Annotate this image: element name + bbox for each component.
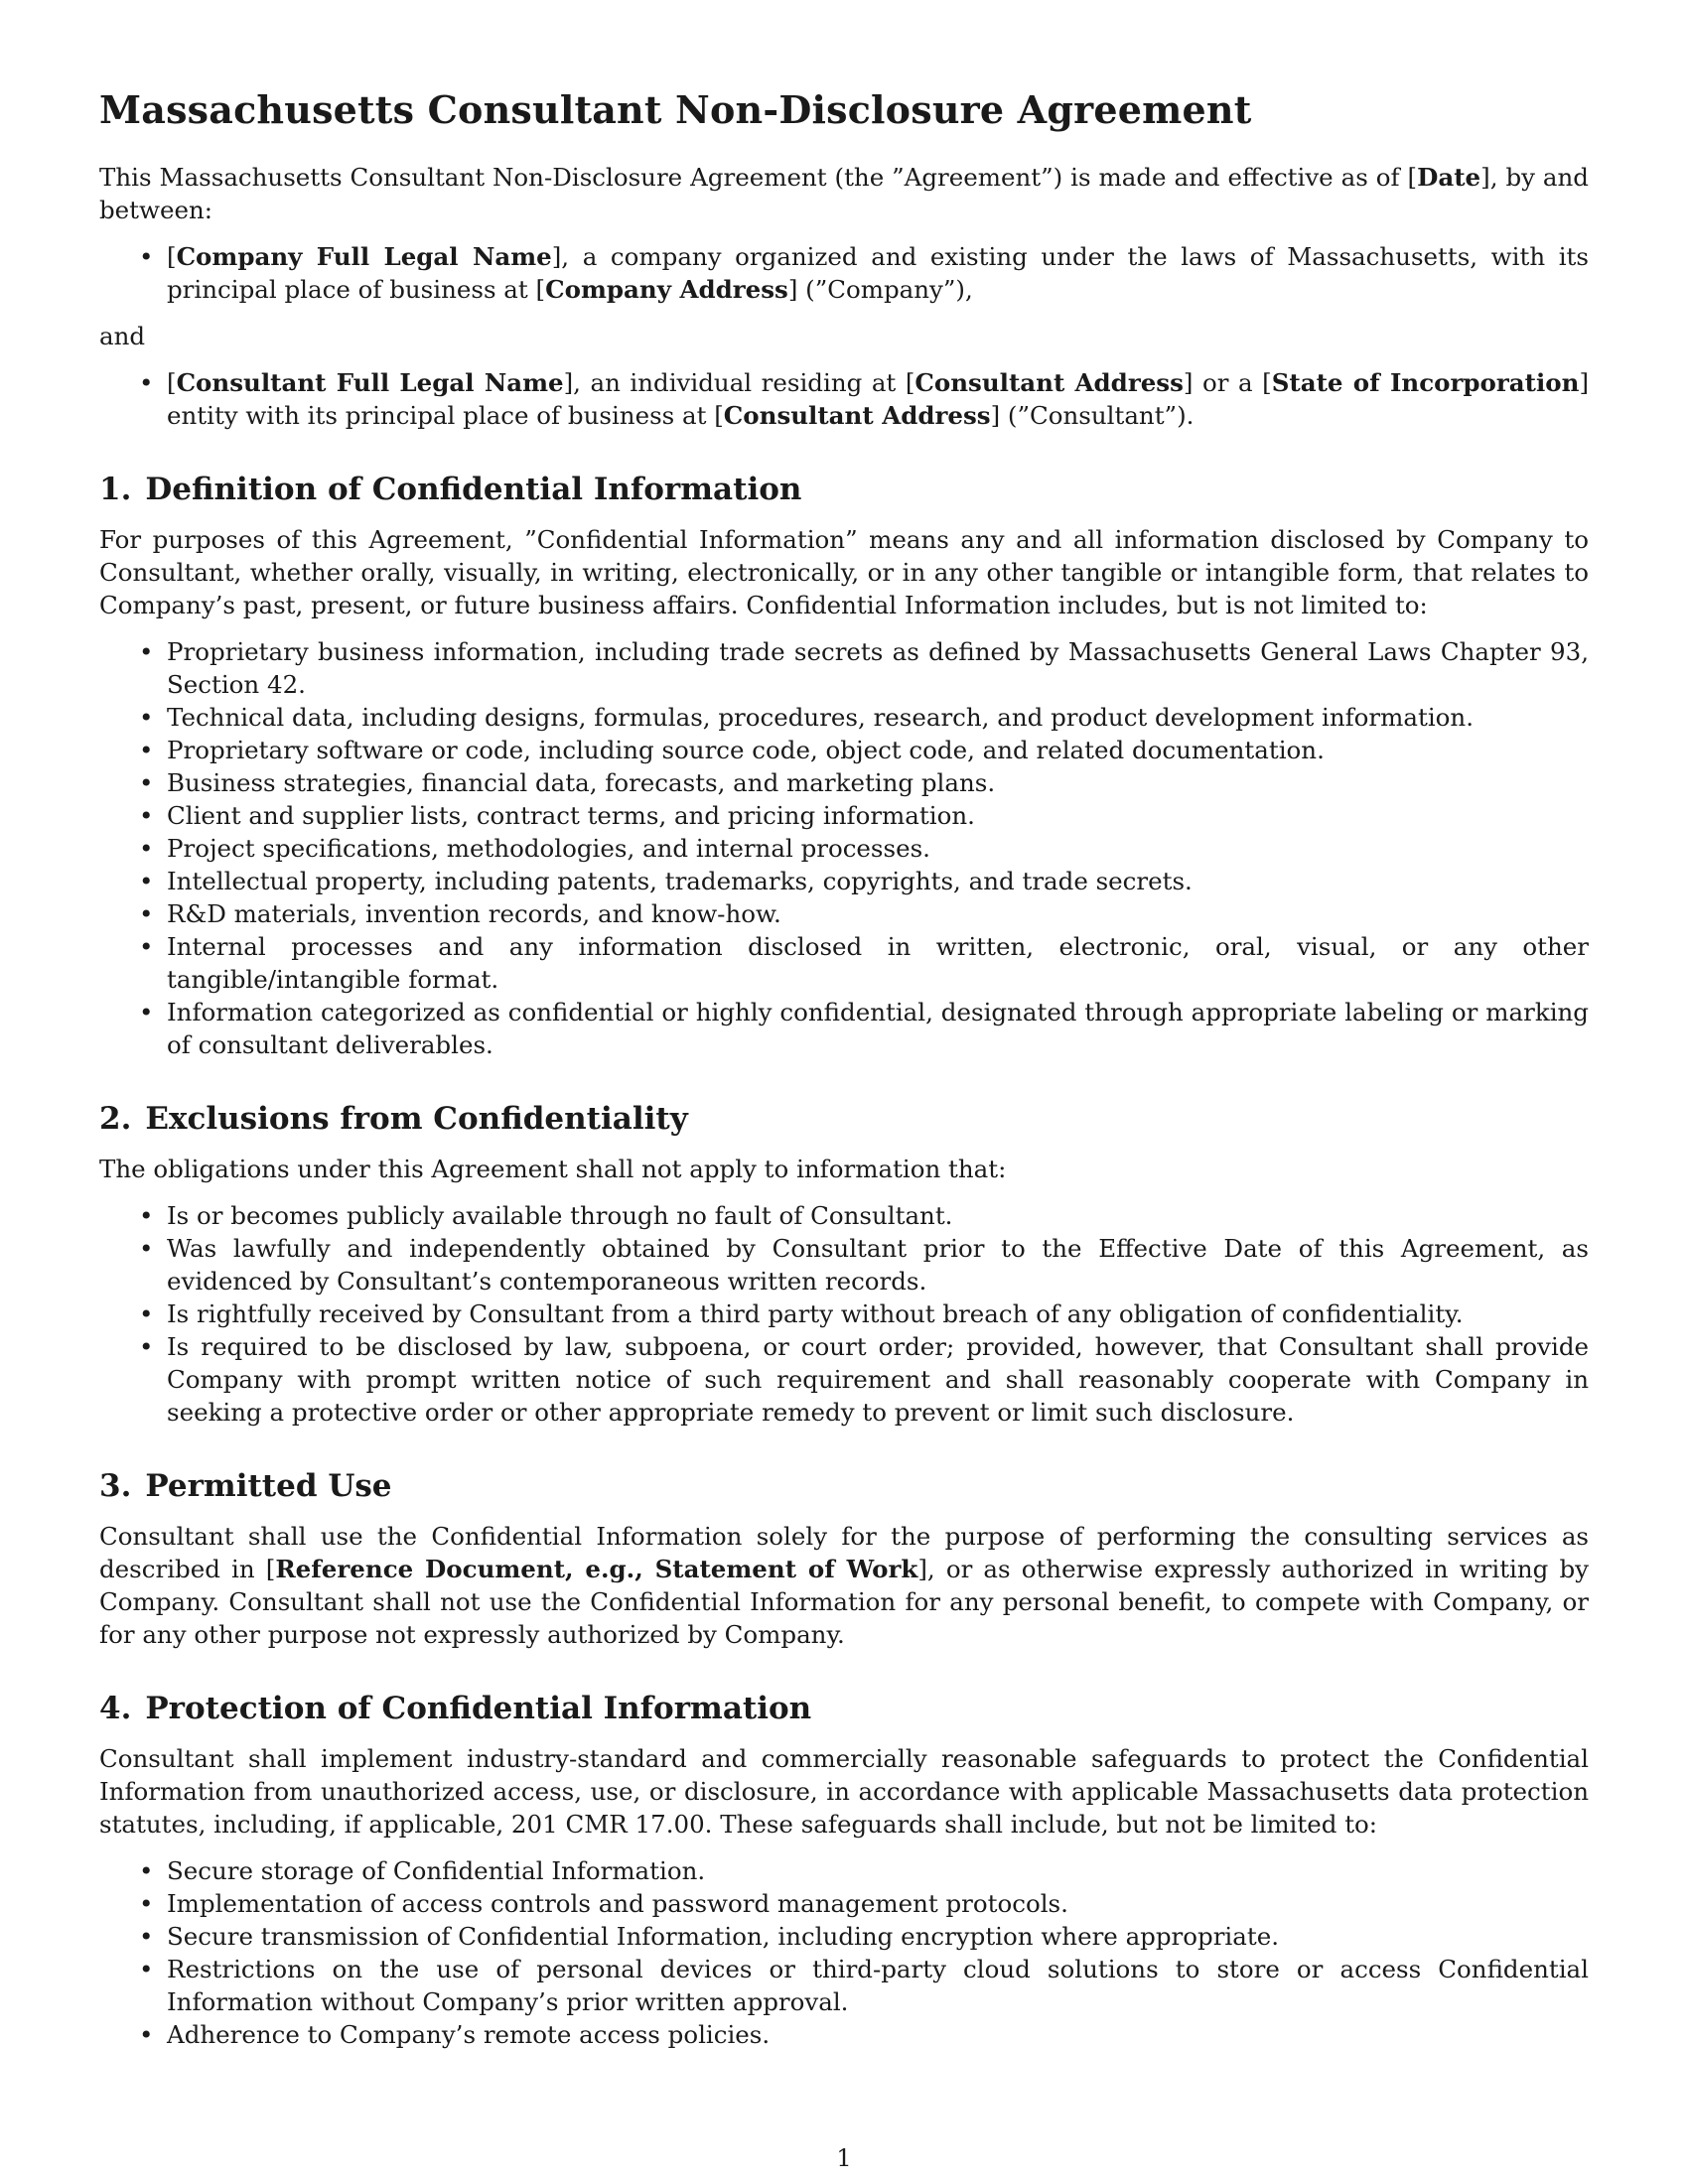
list-item: • R&D materials, invention records, and know-how. (167, 897, 1589, 930)
party-company: • [Company Full Legal Name], a company organized and existing under the laws of Massachusetts, with its principal place of business at [Company Address] (”Company”), (167, 240, 1589, 306)
section-heading: 3. Permitted Use (99, 1468, 392, 1504)
section-heading: 2. Exclusions from Confidentiality (99, 1101, 688, 1137)
intro-paragraph (99, 161, 1589, 226)
section-paragraph: The obligations under this Agreement shall not apply to information that: (99, 1155, 1007, 1183)
consultant-address-placeholder: Consultant Address (914, 368, 1184, 397)
section-paragraph: For purposes of this Agreement, ”Confidential Information” means any and all information disclosed by Company to Consultant, whether orally, visually, in writing, electronically, or in any other tangible or intangible form, that relates to Company’s past, present, or future business affairs. Confidential Information includes, but is not limited to: (99, 525, 1589, 619)
reference-document-placeholder: Reference Document, e.g., Statement of Work (275, 1555, 918, 1583)
intro-text: This Massachusetts Consultant Non-Disclosure Agreement (the ”Agreement”) is made and effective as of [ (99, 163, 1418, 192)
list-item: • Was lawfully and independently obtained by Consultant prior to the Effective Date of this Agreement, as evidenced by Consultant’s contemporaneous written records. (167, 1232, 1589, 1297)
section-heading: 4. Protection of Confidential Information (99, 1691, 812, 1726)
bullet-list (99, 635, 1589, 1061)
page-number: 1 (836, 2144, 852, 2172)
company-address-placeholder: Company Address (545, 275, 788, 304)
list-item: • Adherence to Company’s remote access policies. (167, 2018, 1589, 2051)
consultant-address-placeholder: Consultant Address (723, 401, 991, 430)
state-placeholder: State of Incorporation (1271, 368, 1580, 397)
list-item: • Intellectual property, including patents, trademarks, copyrights, and trade secrets. (167, 865, 1589, 897)
section-paragraph: Consultant shall use the Confidential Information solely for the purpose of performing the consulting services as described in [Reference Document, e.g., Statement of Work], or as otherwise expressly authorized in writing by Company. Consultant shall not use the Confidential Information for any personal benefit, to compete with Company, or for any other purpose not expressly authorized by Company. (99, 1522, 1589, 1649)
list-item: • Proprietary software or code, including source code, object code, and related documentation. (167, 734, 1589, 766)
party-list-consultant (99, 366, 1589, 432)
list-item: • Is or becomes publicly available through no fault of Consultant. (167, 1199, 1589, 1232)
list-item: • Technical data, including designs, formulas, procedures, research, and product development information. (167, 701, 1589, 734)
party-list-company (99, 240, 1589, 306)
bullet-list (99, 1199, 1589, 1429)
document-title: Massachusetts Consultant Non-Disclosure Agreement (99, 87, 1252, 132)
list-item: • Restrictions on the use of personal devices or third-party cloud solutions to store or access Confidential Information without Company’s prior written approval. (167, 1953, 1589, 2018)
list-item: • Client and supplier lists, contract terms, and pricing information. (167, 799, 1589, 832)
list-item: • Secure transmission of Confidential Information, including encryption where appropriate. (167, 1920, 1589, 1953)
list-item: • Project specifications, methodologies, and internal processes. (167, 832, 1589, 865)
list-item: • Proprietary business information, including trade secrets as defined by Massachusetts General Laws Chapter 93, Section 42. (167, 635, 1589, 701)
and-text: and (99, 322, 146, 350)
intro-text-end: ], by and between: (99, 163, 1589, 224)
party-consultant: • [Consultant Full Legal Name], an individual residing at [Consultant Address] or a [State of Incorporation] entity with its principal place of business at [Consultant Address] (”Consultant”). (167, 366, 1589, 432)
list-item: • Implementation of access controls and password management protocols. (167, 1887, 1589, 1920)
section-heading: 1. Definition of Confidential Information (99, 472, 802, 507)
consultant-name-placeholder: Consultant Full Legal Name (176, 368, 564, 397)
list-item: • Internal processes and any information disclosed in written, electronic, oral, visual, or any other tangible/intangible format. (167, 930, 1589, 996)
date-placeholder: Date (1417, 163, 1481, 192)
list-item: • Is required to be disclosed by law, subpoena, or court order; provided, however, that Consultant shall provide Company with prompt written notice of such requirement and shall reasonably cooperate with Company in seeking a protective order or other appropriate remedy to prevent or limit such disclosure. (167, 1330, 1589, 1429)
company-name-placeholder: Company Full Legal Name (176, 242, 552, 271)
list-item: • Secure storage of Confidential Information. (167, 1854, 1589, 1887)
bullet-list (99, 1854, 1589, 2051)
document-page (99, 87, 1589, 2051)
section-paragraph: Consultant shall implement industry-standard and commercially reasonable safeguards to protect the Confidential Information from unauthorized access, use, or disclosure, in accordance with applicable Massachusetts data protection statutes, including, if applicable, 201 CMR 17.00. These safeguards shall include, but not be limited to: (99, 1744, 1589, 1839)
list-item: • Information categorized as confidential or highly confidential, designated through appropriate labeling or marking of consultant deliverables. (167, 996, 1589, 1061)
list-item: • Is rightfully received by Consultant from a third party without breach of any obligation of confidentiality. (167, 1297, 1589, 1330)
list-item: • Business strategies, financial data, forecasts, and marketing plans. (167, 766, 1589, 799)
